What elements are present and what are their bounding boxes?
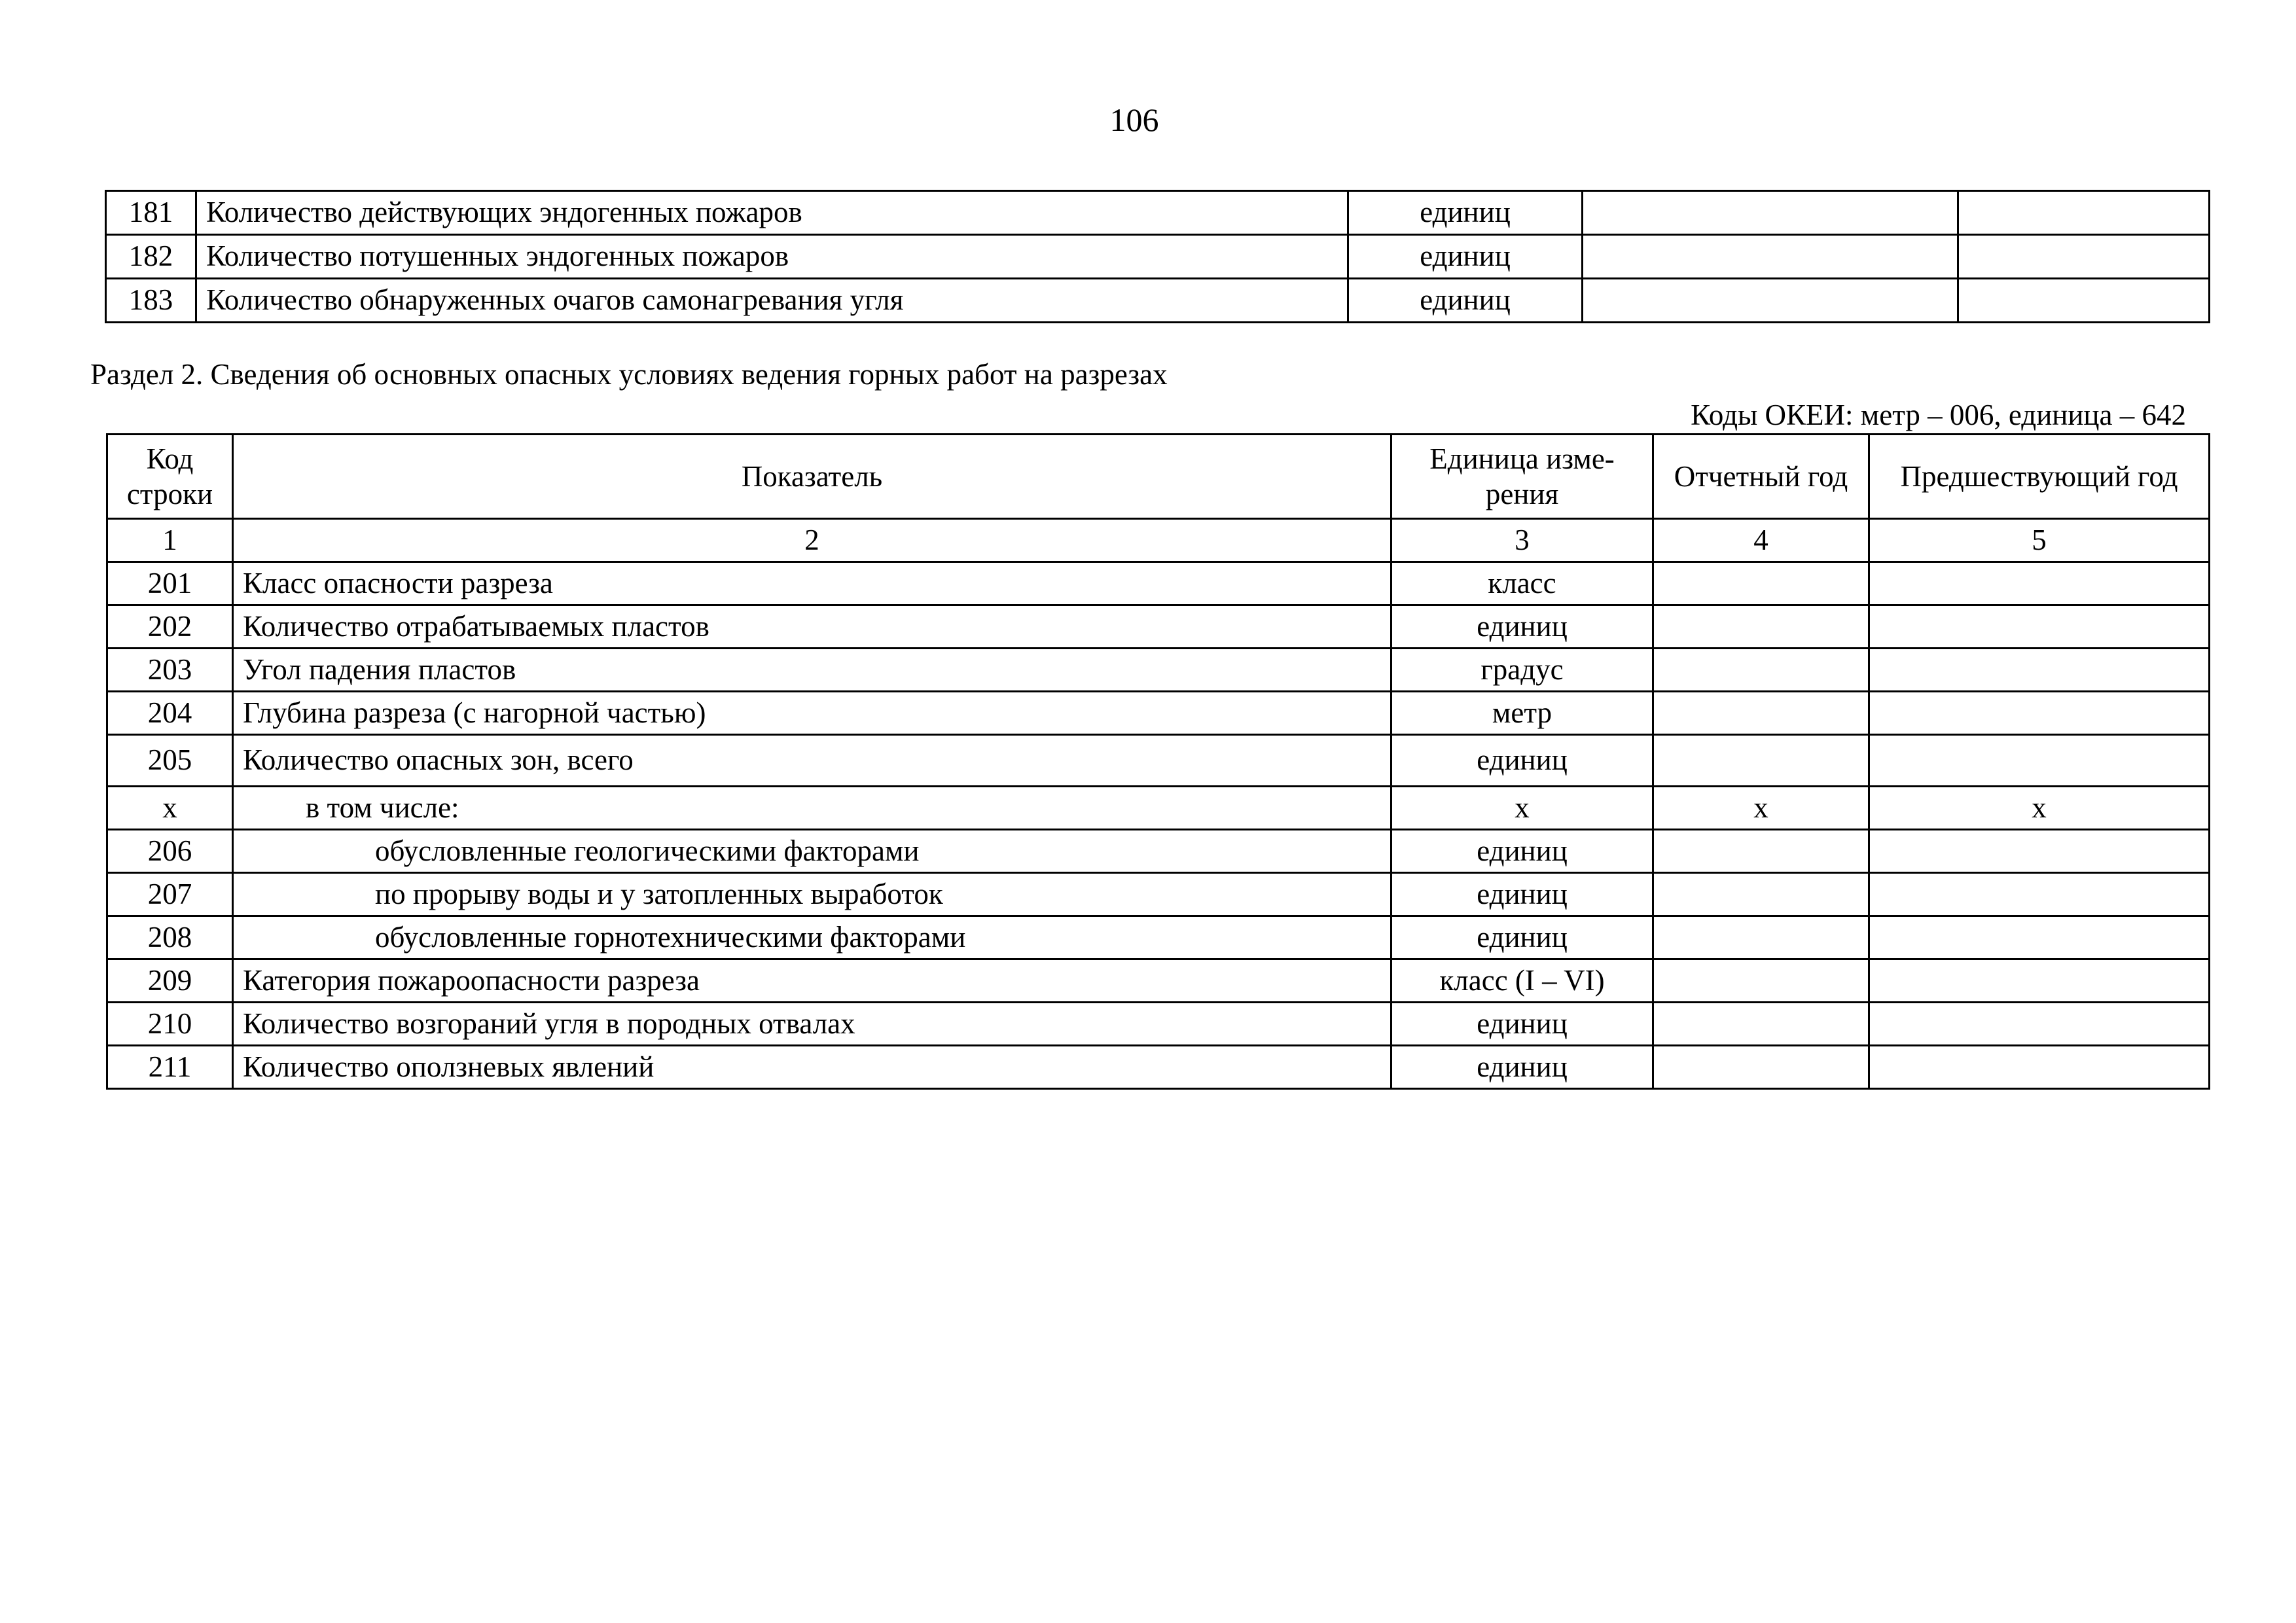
header-row [107, 435, 2210, 519]
row-indicator: Угол падения пластов [233, 649, 1391, 692]
section-title: Раздел 2. Сведения об основных опасных условиях ведения горных работ на разрезах [90, 358, 1168, 391]
table-row [107, 787, 2210, 830]
row-indicator: по прорыву воды и у затопленных выработок [233, 873, 1391, 916]
row-code: 182 [106, 235, 196, 279]
row-unit: единиц [1391, 605, 1653, 649]
column-number: 3 [1391, 519, 1653, 562]
previous-year-cell[interactable] [1958, 279, 2210, 323]
previous-year-cell[interactable] [1869, 1046, 2210, 1089]
current-year-cell[interactable] [1653, 735, 1869, 787]
row-indicator: в том числе: [233, 787, 1391, 830]
table-row [107, 649, 2210, 692]
header-unit: Единица изме-рения [1391, 435, 1653, 519]
row-code: 208 [107, 916, 233, 959]
row-unit: класс [1391, 562, 1653, 605]
header-previous-year: Предшествующий год [1869, 435, 2210, 519]
previous-year-cell[interactable] [1958, 191, 2210, 235]
row-unit: единиц [1348, 279, 1583, 323]
row-code: 205 [107, 735, 233, 787]
header-current-year: Отчетный год [1653, 435, 1869, 519]
previous-year-cell[interactable] [1869, 735, 2210, 787]
previous-year-cell[interactable] [1869, 873, 2210, 916]
row-indicator: Количество обнаруженных очагов самонагревания угля [196, 279, 1348, 323]
column-number: 2 [233, 519, 1391, 562]
current-year-cell[interactable] [1583, 191, 1958, 235]
row-indicator: Глубина разреза (с нагорной частью) [233, 692, 1391, 735]
row-unit: х [1391, 787, 1653, 830]
okei-codes: Коды ОКЕИ: метр – 006, единица – 642 [1691, 399, 2186, 431]
current-year-cell[interactable] [1653, 959, 1869, 1003]
row-unit: градус [1391, 649, 1653, 692]
row-code: 201 [107, 562, 233, 605]
table-row [107, 735, 2210, 787]
table-row [106, 279, 2210, 323]
previous-year-cell[interactable] [1869, 916, 2210, 959]
header-indicator: Показатель [233, 435, 1391, 519]
current-year-cell[interactable] [1653, 1003, 1869, 1046]
table-row [107, 692, 2210, 735]
previous-year-cell[interactable] [1869, 830, 2210, 873]
row-indicator: Количество опасных зон, всего [233, 735, 1391, 787]
row-code: 203 [107, 649, 233, 692]
row-unit: единиц [1391, 830, 1653, 873]
row-unit: единиц [1348, 235, 1583, 279]
section2-table [106, 433, 2210, 1090]
table-row [107, 873, 2210, 916]
previous-year-cell[interactable] [1869, 1003, 2210, 1046]
row-code: 210 [107, 1003, 233, 1046]
row-code: 206 [107, 830, 233, 873]
column-numbers-row [107, 519, 2210, 562]
previous-year-cell[interactable] [1869, 959, 2210, 1003]
row-unit: метр [1391, 692, 1653, 735]
header-code: Код строки [107, 435, 233, 519]
table-row [107, 1046, 2210, 1089]
previous-year-cell[interactable] [1869, 562, 2210, 605]
row-indicator: Количество потушенных эндогенных пожаров [196, 235, 1348, 279]
current-year-cell[interactable] [1583, 235, 1958, 279]
row-indicator: обусловленные геологическими факторами [233, 830, 1391, 873]
row-code: 202 [107, 605, 233, 649]
row-indicator: Категория пожароопасности разреза [233, 959, 1391, 1003]
current-year-cell[interactable] [1653, 605, 1869, 649]
table-row [107, 959, 2210, 1003]
row-unit: единиц [1348, 191, 1583, 235]
row-code: 211 [107, 1046, 233, 1089]
column-number: 5 [1869, 519, 2210, 562]
column-number: 4 [1653, 519, 1869, 562]
current-year-cell[interactable] [1653, 692, 1869, 735]
previous-year-cell[interactable] [1869, 692, 2210, 735]
row-indicator: Количество возгораний угля в породных отвалах [233, 1003, 1391, 1046]
row-indicator: Количество действующих эндогенных пожаров [196, 191, 1348, 235]
row-code: 207 [107, 873, 233, 916]
table-row [107, 1003, 2210, 1046]
current-year-cell[interactable] [1653, 916, 1869, 959]
row-indicator: обусловленные горнотехническими факторами [233, 916, 1391, 959]
row-code: 204 [107, 692, 233, 735]
table-row [107, 605, 2210, 649]
row-code: 209 [107, 959, 233, 1003]
current-year-cell: х [1653, 787, 1869, 830]
row-code: 183 [106, 279, 196, 323]
previous-year-cell: х [1869, 787, 2210, 830]
row-unit: единиц [1391, 1046, 1653, 1089]
previous-year-cell[interactable] [1869, 649, 2210, 692]
current-year-cell[interactable] [1653, 1046, 1869, 1089]
row-unit: единиц [1391, 873, 1653, 916]
row-unit: единиц [1391, 735, 1653, 787]
row-code: 181 [106, 191, 196, 235]
table-row [106, 191, 2210, 235]
row-unit: единиц [1391, 1003, 1653, 1046]
current-year-cell[interactable] [1653, 649, 1869, 692]
current-year-cell[interactable] [1653, 873, 1869, 916]
current-year-cell[interactable] [1583, 279, 1958, 323]
row-code: х [107, 787, 233, 830]
table-row [107, 830, 2210, 873]
previous-year-cell[interactable] [1958, 235, 2210, 279]
page-number: 106 [1109, 101, 1159, 138]
row-unit: класс (I – VI) [1391, 959, 1653, 1003]
continued-indicators-table [105, 190, 2210, 323]
row-indicator: Количество оползневых явлений [233, 1046, 1391, 1089]
row-unit: единиц [1391, 916, 1653, 959]
table-row [106, 235, 2210, 279]
column-number: 1 [107, 519, 233, 562]
row-indicator: Количество отрабатываемых пластов [233, 605, 1391, 649]
row-indicator: Класс опасности разреза [233, 562, 1391, 605]
previous-year-cell[interactable] [1869, 605, 2210, 649]
table-row [107, 562, 2210, 605]
current-year-cell[interactable] [1653, 830, 1869, 873]
table-row [107, 916, 2210, 959]
current-year-cell[interactable] [1653, 562, 1869, 605]
